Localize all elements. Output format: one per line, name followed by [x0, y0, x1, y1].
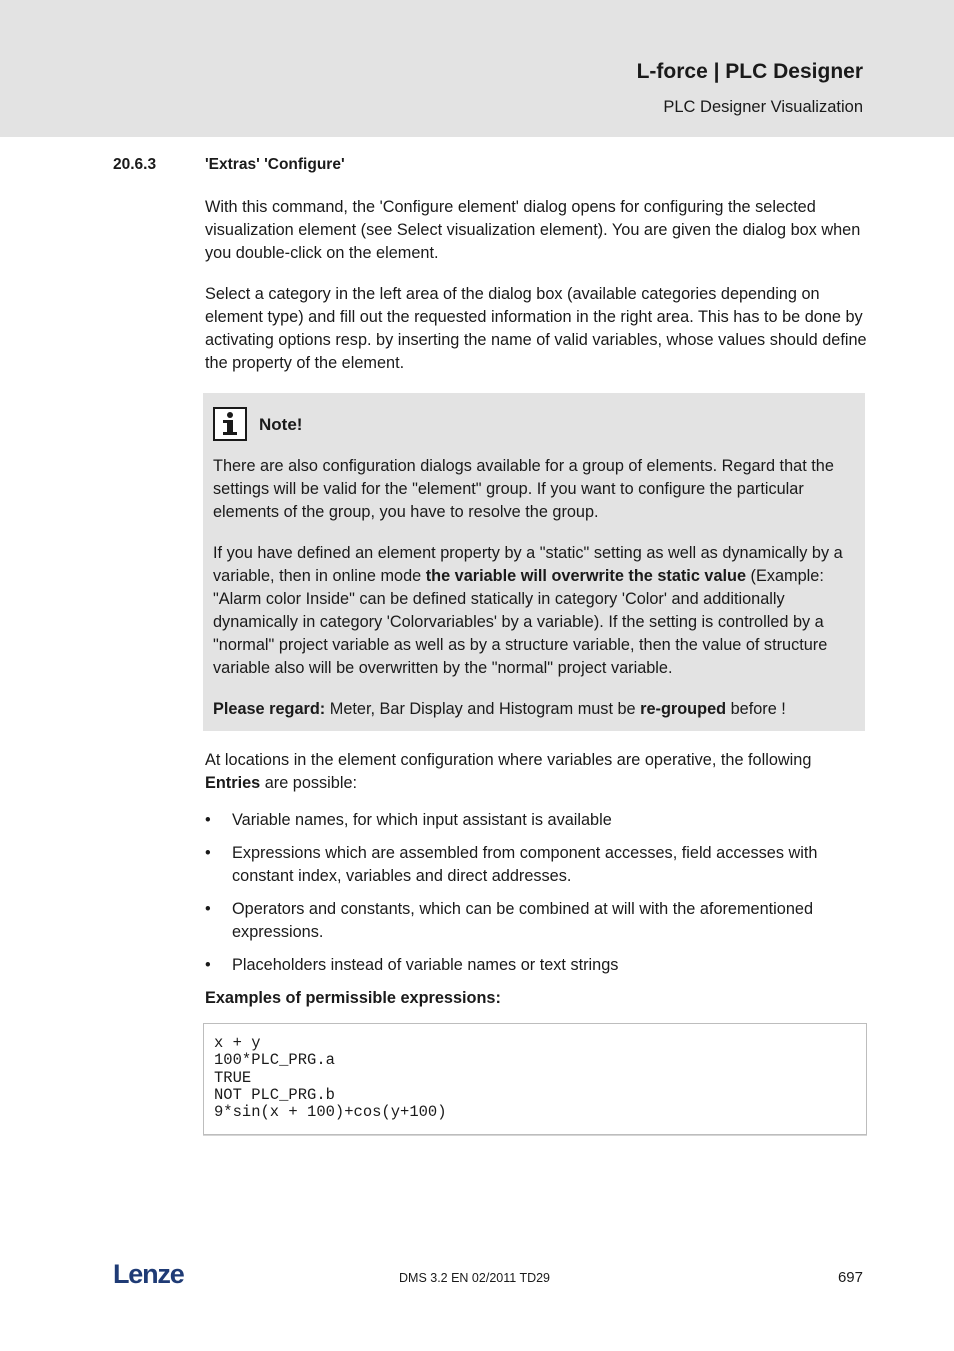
entries-intro: At locations in the element configuration where variables are operative, the following Entries are possible: — [205, 751, 812, 792]
header-title: L-force | PLC Designer — [636, 60, 863, 83]
page-number: 697 — [837, 1269, 863, 1286]
note-box — [203, 393, 865, 731]
list-item: • Variable names, for which input assistant is available — [205, 809, 867, 832]
code-line: x + y — [214, 1034, 261, 1052]
lenze-logo: Lenze — [113, 1259, 184, 1289]
note-paragraph: There are also configuration dialogs available for a group of elements. Regard that the settings will be valid for the "element" group. If you want to configure the particular elements of the group, you have to resolve the group. — [213, 457, 834, 521]
note-emphasis: Please regard: — [213, 700, 326, 718]
examples-heading: Examples of permissible expressions: — [205, 989, 501, 1007]
paragraph: Select a category in the left area of the dialog box (available categories depending on element type) and fill out the requested information in the right area. This has to be done by activating options resp. by inserting the name of valid variables, whose values should define the property of the element. — [205, 285, 867, 372]
list-item: • Operators and constants, which can be combined at will with the aforementioned expressions. — [205, 898, 867, 944]
note-paragraph: Please regard: Meter, Bar Display and Histogram must be re-grouped before ! — [213, 700, 786, 718]
code-line: 9*sin(x + 100)+cos(y+100) — [214, 1103, 447, 1122]
note-emphasis: re-grouped — [640, 700, 727, 718]
main-content — [205, 196, 867, 1135]
note-header — [213, 407, 855, 441]
header-subtitle: PLC Designer Visualization — [663, 98, 863, 116]
note-title: Note! — [259, 414, 303, 434]
code-line: 100*PLC_PRG.a — [214, 1051, 335, 1070]
code-block — [203, 1023, 867, 1135]
page-header — [0, 0, 954, 137]
list-item: • Placeholders instead of variable names or text strings — [205, 954, 867, 977]
paragraph: With this command, the 'Configure element' dialog opens for configuring the selected visualization element (see Select visualization element). You are given the dialog box when you double-click on the element. — [205, 198, 861, 262]
document-id: DMS 3.2 EN 02/2011 TD29 — [399, 1271, 551, 1285]
code-line: TRUE — [214, 1068, 252, 1087]
list-item: • Expressions which are assembled from component accesses, field accesses with constant index, variables and direct addresses. — [205, 842, 867, 888]
note-paragraph: If you have defined an element property by a "static" setting as well as dynamically by a variable, then in online mode the variable will overwrite the static value (Example: "Alarm color Inside" can be defined statically in category 'Color' and additionally dynamically in category 'Colorvariables' by a variable). If the setting is controlled by a "normal" project variable as well as by a structure variable, then the value of structure variable also will be overwritten by the "normal" project variable. — [213, 544, 843, 677]
note-emphasis: the variable will overwrite the static value — [425, 567, 747, 585]
section-number: 20.6.3 — [113, 156, 157, 173]
code-line: NOT PLC_PRG.b — [214, 1085, 335, 1104]
info-icon — [213, 407, 247, 441]
entries-list — [205, 809, 867, 977]
section-title: 'Extras' 'Configure' — [205, 156, 345, 173]
